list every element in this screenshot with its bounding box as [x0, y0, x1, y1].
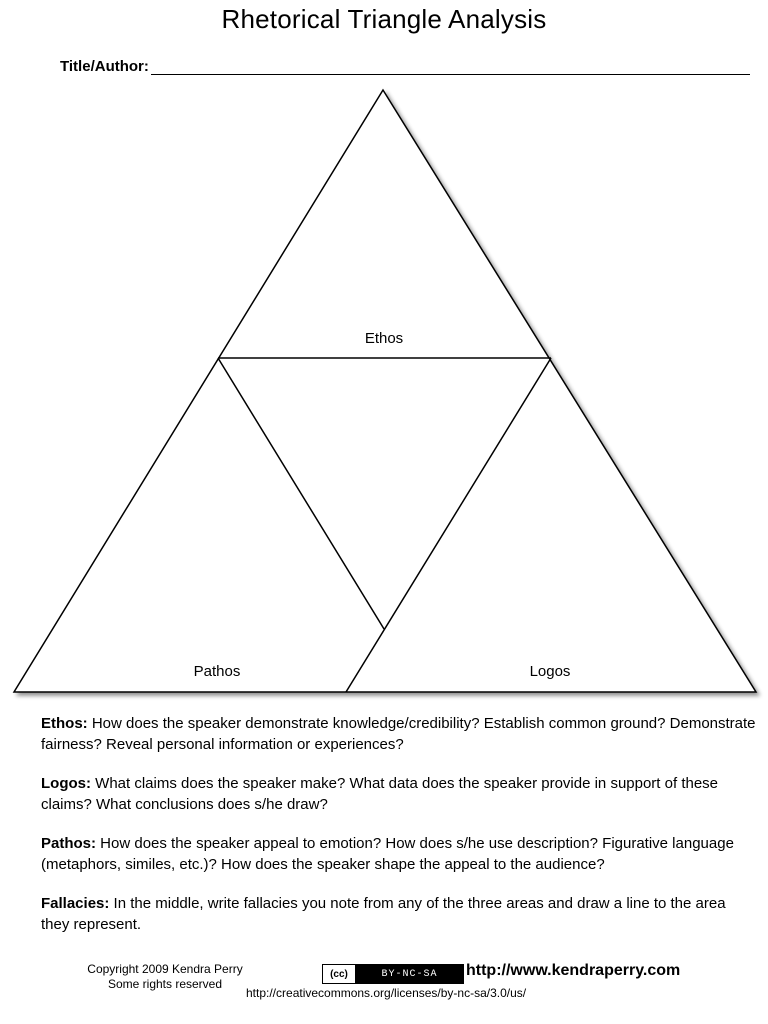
logos-term: Logos:: [41, 775, 91, 792]
ethos-description: [41, 713, 766, 755]
copyright-text: Copyright 2009 Kendra Perry: [87, 962, 243, 976]
cc-logo-icon: (cc): [323, 965, 356, 983]
outer-triangle: [14, 90, 756, 692]
page-title: Rhetorical Triangle Analysis: [221, 4, 547, 34]
cc-license-label: BY-NC-SA: [356, 965, 463, 983]
license-url-link[interactable]: http://creativecommons.org/licenses/by-nc-sa/3.0/us/: [246, 986, 527, 1000]
fallacies-description: [41, 893, 741, 935]
ethos-term: Ethos:: [41, 715, 88, 732]
rights-text: Some rights reserved: [107, 977, 223, 991]
copyright-block: [70, 962, 260, 992]
ethos-text: How does the speaker demonstrate knowledge/credibility? Establish common ground? Demonstrate fairness? Reveal personal information or experiences?: [41, 715, 756, 753]
pathos-text: How does the speaker appeal to emotion? How does s/he use description? Figurative language (metaphors, similes, etc.)? How does the speaker shape the appeal to the audience?: [41, 835, 734, 873]
ethos-label: Ethos: [364, 330, 404, 347]
pathos-description: [41, 833, 766, 875]
title-author-label: Title/Author:: [60, 58, 149, 75]
pathos-term: Pathos:: [41, 835, 97, 852]
fallacies-text: In the middle, write fallacies you note from any of the three areas and draw a line to the area they represent.: [41, 895, 726, 933]
logos-description: [41, 773, 766, 815]
logos-label: Logos: [529, 663, 571, 680]
logos-text: What claims does the speaker make? What data does the speaker provide in support of these claims? What conclusions does s/he draw?: [41, 775, 719, 813]
pathos-label: Pathos: [193, 663, 241, 680]
fallacies-term: Fallacies:: [41, 895, 110, 912]
creative-commons-badge[interactable]: [322, 964, 464, 984]
website-link[interactable]: http://www.kendraperry.com: [466, 962, 681, 979]
